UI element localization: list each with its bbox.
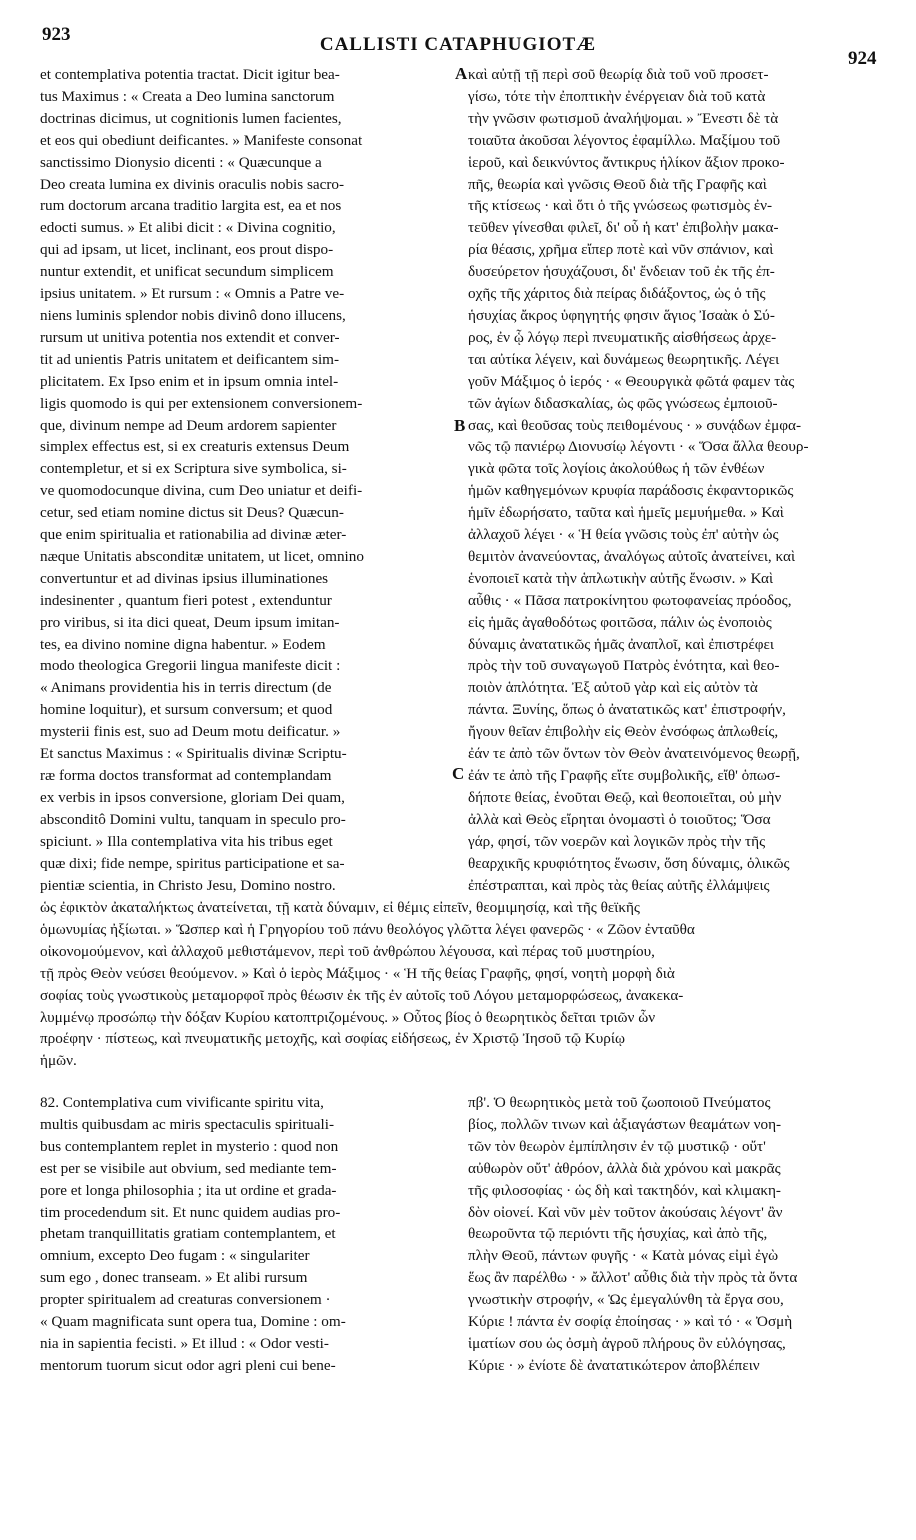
text-line: ἐάν τε ἀπὸ τῶν ὄντων τὸν Θεὸν ἀνατεινόμενος θεωρῇ, [468, 745, 800, 763]
text-line: προέφην · πίστεως, καὶ πνευματικῆς μετοχῆς, καὶ σοφίας εἰδήσεως, ἐν Χριστῷ Ἰησοῦ τῷ Κυρίῳ [40, 1030, 625, 1048]
text-line: τῆς κτίσεως · καὶ ὅτι ὁ τῆς γνώσεως φωτισμὸς ἐν- [468, 197, 773, 215]
text-line: homine loquitur), et sursum conversum; et quod [40, 701, 333, 719]
text-line: νῶς τῷ πανιέρῳ Διονυσίῳ λέγοντι · « Ὅσα ἄλλα θεουρ- [468, 438, 809, 456]
text-line: qui ad ipsam, ut licet, inclinant, eos prout dispo- [40, 241, 334, 259]
text-line: et eos qui obediunt deificantes. » Manifeste consonat [40, 131, 363, 149]
text-line: τὴν γνῶσιν φωτισμοῦ ἀναλήψομαι. » Ἔνεστι δὲ τὰ [468, 109, 779, 127]
full-width-greek-block [40, 897, 876, 1072]
text-line: cetur, sed etiam nomine dictus sit Deus? Quæcun- [40, 504, 344, 522]
text-line: est per se visibile aut obvium, sed mediante tem- [40, 1159, 337, 1177]
text-line: τῶν ἁγίων διδασκαλίας, ὡς φῶς γνώσεως ἐμποιοῦ- [468, 394, 778, 412]
text-line: rursum ut unitiva potentia nos extendit et conver- [40, 328, 340, 346]
upper-greek-column [468, 64, 876, 896]
text-line: Κύριε ! πάντα ἐν σοφίᾳ ἐποίησας · » καὶ τό · « Ὀσμὴ [468, 1313, 793, 1331]
text-line: θεωροῦντα τῷ περιόντι τῆς ἡσυχίας, καὶ ἀπὸ τῆς, [468, 1225, 768, 1243]
margin-marker-c: C [452, 764, 465, 783]
text-line: σας, καὶ θεοῦσας τοὺς πειθομένους · » συνᾴδων ἐμφα- [468, 416, 802, 434]
text-line: « Quam magnificata sunt opera tua, Domine : om- [40, 1313, 346, 1331]
text-line: ex verbis in ipsos conversione, gloriam Dei quam, [40, 788, 345, 806]
text-line: τοιαῦτα ἀκοῦσαι λέγοντος ἐφαμίλλω. Μαξίμου τοῦ [468, 131, 781, 149]
upper-latin-column [40, 64, 448, 896]
text-line: πβ'. Ὁ θεωρητικὸς μετὰ τοῦ ζωοποιοῦ Πνεύματος [468, 1094, 771, 1111]
lower-greek-column [468, 1092, 876, 1377]
text-line: θεαρχικῆς κρυφιότητος ἕνωσιν, ὅση δύναμις, ὁλικῶς [468, 854, 790, 872]
text-line: ποιὸν ἁπλότητα. Ἐξ αὐτοῦ γὰρ καὶ εἰς αὐτὸν τὰ [468, 679, 758, 697]
text-line: pientiæ scientia, in Christo Jesu, Domino nostro. [40, 876, 336, 894]
text-line: rum doctorum arcana traditio largita est, ea et nos [40, 197, 342, 215]
text-line: καὶ αὐτῇ τῇ περὶ σοῦ θεωρίᾳ διὰ τοῦ νοῦ προσετ- [468, 66, 769, 83]
text-line: τῇ πρὸς Θεὸν νεύσει θεούμενον. » Καὶ ὁ ἱερὸς Μάξιμος · « Ἡ τῆς θείας Γραφῆς, φησί, νοητὴ μορφὴ διὰ [40, 964, 675, 982]
text-line: pore et longa philosophia ; ita ut ordine et grada- [40, 1181, 337, 1199]
text-line: ἀλλαχοῦ λέγει · « Ἡ θεία γνῶσις τοὺς ἐπ' αὐτὴν ὡς [468, 526, 779, 544]
text-line: pro viribus, si ita dici queat, Deum ipsum imitan- [40, 613, 340, 631]
text-line: γνωστικὴν στροφήν, « Ὡς ἐμεγαλύνθη τὰ ἔργα σου, [468, 1291, 784, 1309]
text-line: tes, ea divino nomine digna habentur. » Eodem [40, 635, 326, 653]
text-line: δυσεύρετον ἡσυχάζουσι, δι' ἔνδειαν τοῦ ἐκ τῆς ἐπ- [468, 263, 775, 281]
text-line: « Animans providentia his in terris directum (de [40, 679, 332, 697]
text-line: niens luminis splendor nobis divinô dono illucens, [40, 306, 346, 324]
text-line: οχῆς τῆς χάριτος διὰ πείρας διδάξοντος, ὡς ὁ τῆς [468, 285, 766, 303]
text-line: δὸν οἰονεί. Καὶ νῦν μὲν τοῦτον ἀκούσαις λέγοντ' ἂν [468, 1203, 783, 1221]
text-line: ἀλλὰ καὶ Θεὸς εἴρηται ὀνομαστὶ ὁ τοιοῦτος; Ὅσα [468, 810, 771, 828]
text-line: Et sanctus Maximus : « Spiritualis divinæ Scriptu- [40, 745, 347, 763]
text-line: plicitatem. Ex Ipso enim et in ipsum omnia intel- [40, 372, 339, 390]
text-line: λυμμένῳ προσώπῳ τὴν δόξαν Κυρίου κατοπτριζομένους. » Οὗτος βίος ὁ θεωρητικὸς δεῖται τριῶν ὧν [40, 1008, 656, 1026]
text-line: modo theologica Gregorii lingua manifeste dicit : [40, 657, 341, 675]
text-line: γικὰ φῶτα τοῖς λογίοις ἀκολούθως ἡ τῶν ἐνθέων [468, 460, 765, 478]
text-line: que enim spiritualia et rationabilia ad divinæ æter- [40, 526, 347, 544]
right-page-number: 924 [848, 48, 877, 69]
text-line: contempletur, et si ex Scriptura sive symbolica, si- [40, 460, 347, 478]
text-line: πῆς, θεωρία καὶ γνῶσις Θεοῦ διὰ τῆς Γραφῆς καὶ [468, 175, 767, 193]
text-line: τεῦθεν γίνεσθαι φιλεῖ, δι' οὗ ἡ κατ' ἐπιβολὴν μακα- [468, 219, 779, 237]
text-line: indesinenter , quantum fieri potest , extenduntur [40, 591, 332, 609]
text-line: multis quibusdam ac miris spectaculis spirituali- [40, 1115, 334, 1133]
text-line: δήποτε θείας, ἑνοῦται Θεῷ, καὶ θεοποιεῖται, οὐ μὴν [468, 788, 782, 806]
text-line: 82. Contemplativa cum vivificante spiritu vita, [40, 1094, 324, 1111]
text-line: ipsius unitatem. » Et rursum : « Omnis a Patre ve- [40, 285, 345, 303]
text-line: γοῦν Μάξιμος ὁ ἱερός · « Θεουργικὰ φῶτά φαμεν τὰς [468, 372, 795, 390]
text-line: οἰκονομούμενον, καὶ ἀλλαχοῦ μεθιστάμενον, περὶ τοῦ ἀνθρώπου λέγουσα, καὶ πέρας τοῦ μυστηρίου, [40, 942, 655, 960]
text-line: ται αὐτίκα λέγειν, καὶ δυνάμεως θεωρητικῆς. Λέγει [468, 350, 780, 368]
text-line: Deo creata lumina ex divinis oraculis nobis sacro- [40, 175, 345, 193]
text-line: ρος, ἐν ᾧ λόγῳ περὶ πνευματικῆς αἰσθήσεως ἀρχε- [468, 328, 777, 346]
text-line: Κύριε · » ἐνίοτε δὲ ἀνατατικώτερον ἀποβλέπειν [468, 1356, 760, 1374]
text-line: πρὸς τὴν τοῦ συναγωγοῦ Πατρὸς ἑνότητα, καὶ θεο- [468, 657, 780, 675]
text-line: tit ad unientis Patris unitatem et deificantem sim- [40, 350, 340, 368]
margin-marker-a: A [455, 64, 468, 83]
text-line: quæ dixi; fide nempe, spiritus participatione et sa- [40, 854, 345, 872]
text-line: phetam tranquillitatis gratiam contemplantem, et [40, 1225, 336, 1243]
text-line: sanctissimo Dionysio dicenti : « Quæcunque a [40, 153, 322, 171]
text-line: γάρ, φησί, τῶν νοερῶν καὶ λογικῶν πρὸς τὴν τῆς [468, 832, 766, 850]
text-line: ἱματίων σου ὡς ὀσμὴ ἀγροῦ πλήρους ὃν εὐλόγησας, [468, 1334, 786, 1352]
text-line: ἑνοποιεῖ κατὰ τὴν ἁπλωτικὴν αὐτῆς ἕνωσιν. » Καὶ [468, 569, 774, 587]
text-line: ligis quomodo is qui per extensionem conversionem- [40, 394, 363, 412]
text-line: ἐπέστραπται, καὶ πρὸς τὰς θείας αὐτῆς ἐλλάμψεις [468, 876, 770, 894]
margin-marker-b: B [454, 416, 466, 435]
text-line: ἕως ἂν παρέλθω · » ἄλλοτ' αὖθις διὰ τὴν πρὸς τὰ ὄντα [468, 1269, 798, 1287]
text-line: propter spiritualem ad creaturas conversionem · [40, 1291, 331, 1309]
text-line: δύναμις ἀνατατικῶς ἡμᾶς ἀναπλοῖ, καὶ ἐπιστρέφει [468, 635, 774, 653]
text-line: ἡμῶν καθηγεμόνων κρυφία παράδοσις ἐκφαντορικῶς [468, 482, 794, 500]
text-line: ὁμωνυμίας ἠξίωται. » Ὥσπερ καὶ ἡ Γρηγορίου τοῦ πάνυ θεολόγος γλῶττα λέγει φανερῶς · « Ζῶον ἐνταῦθα [40, 920, 695, 938]
text-line: πάντα. Ξυνίης, ὅπως ὁ ἀνατατικῶς κατ' ἐπιστροφήν, [468, 701, 786, 719]
text-line: τῆς φιλοσοφίας · ὡς δὴ καὶ τακτηδόν, καὶ κλιμακη- [468, 1181, 781, 1199]
text-line: σοφίας τοὺς γνωστικοὺς μεταμορφοῖ πρὸς θέωσιν ἐκ τῆς ἐν αὐτοῖς τοῦ Λόγου μεταμορφώσεως, ἀνακεκα- [40, 986, 684, 1004]
lower-latin-column [40, 1092, 448, 1377]
text-line: ὡς ἐφικτὸν ἀκαταλήκτως ἀνατείνεται, τῇ κατὰ δύναμιν, εἰ θέμις εἰπεῖν, θεομιμησίᾳ, καὶ τῆς θεϊκῆς [40, 899, 640, 916]
text-line: mentorum tuorum sicut odor agri pleni cui bene- [40, 1356, 336, 1374]
text-line: doctrinas dicimus, ut cognitionis lumen facientes, [40, 109, 342, 127]
text-line: ἤγουν θεῖαν ἐπιβολὴν εἰς Θεὸν ἐνσόφως ἁπλωθείς, [468, 723, 779, 741]
text-line: omnium, excepto Deo fugam : « singulariter [40, 1247, 310, 1265]
text-line: γίσω, τότε τὴν ἐποπτικὴν ἐνέργειαν διὰ τοῦ κατὰ [468, 87, 766, 105]
text-line: ρία θέασις, χρῆμα εἴπερ ποτὲ καὶ νῦν σπάνιον, καὶ [468, 241, 774, 259]
text-line: et contemplativa potentia tractat. Dicit igitur bea- [40, 66, 340, 83]
left-page-number: 923 [42, 24, 71, 45]
text-line: ἡσυχίας ἄκρος ὑφηγητής φησιν ἅγιος Ἰσαὰκ ὁ Σύ- [468, 306, 775, 324]
text-line: nuntur extendit, et unificat secundum simplicem [40, 263, 334, 281]
text-line: εἰς ἡμᾶς ἀγαθοδότως φοιτῶσα, πάλιν ὡς ἑνοποιὸς [468, 613, 772, 631]
text-line: ἡμῶν. [40, 1052, 77, 1070]
text-line: edocti sumus. » Et alibi dicit : « Divina cognitio, [40, 219, 336, 237]
text-line: nia in sapientia fecisti. » Et illud : « Odor vesti- [40, 1334, 329, 1352]
text-line: bus contemplantem replet in mysterio : quod non [40, 1137, 339, 1155]
text-line: sum ego , donec transeam. » Et alibi rursum [40, 1269, 308, 1287]
text-line: πλὴν Θεοῦ, πάντων φυγῆς · « Κατὰ μόνας εἰμὶ ἐγὼ [468, 1247, 779, 1265]
text-line: αὐθωρὸν οὔτ' ἀθρόον, ἀλλὰ διὰ χρόνου καὶ μακρᾶς [468, 1159, 781, 1177]
text-line: βίος, πολλῶν τινων καὶ ἀξιαγάστων θεαμάτων νοη- [468, 1115, 782, 1133]
text-line: tim procedendum sit. Et nunc quidem audias pro- [40, 1203, 341, 1221]
text-line: que, divinum nempe ad Deum ardorem sapienter [40, 416, 337, 434]
text-line: absconditô Domini vultu, tanquam in speculo pro- [40, 810, 346, 828]
text-line: αὖθις · « Πᾶσα πατροκίνητου φωτοφανείας πρόοδος, [468, 591, 792, 609]
text-line: ve quomodocunque divina, cum Deo uniatur et deifi- [40, 482, 363, 500]
running-title: CALLISTI CATAPHUGIOTÆ [319, 34, 597, 55]
text-line: θεμιτὸν ἀνανεύοντας, ἀναλόγως αὐτοῖς ἀνατείνει, καὶ [468, 547, 796, 565]
text-line: convertuntur et ad divinas ipsius illuminationes [40, 569, 329, 587]
text-line: næque Unitatis absconditæ unitatem, ut licet, omnino [40, 547, 364, 565]
text-line: ἐάν τε ἀπὸ τῆς Γραφῆς εἴτε συμβολικῆς, εἴθ' ὁπωσ- [468, 767, 781, 784]
text-line: tus Maximus : « Creata a Deo lumina sanctorum [40, 87, 335, 105]
text-line: mysterii finis est, suo ad Deum motu deificatur. » [40, 723, 341, 741]
text-line: ἡμῖν ἐδωρήσατο, ταῦτα καὶ ἡμεῖς μεμυήμεθα. » Καὶ [468, 504, 784, 522]
text-line: ræ forma doctos transformat ad contemplandam [40, 767, 332, 784]
text-line: spiciunt. » Illa contemplativa vita his tribus eget [40, 832, 333, 850]
text-line: simplex effectus est, si ex creaturis extensus Deum [40, 438, 350, 456]
text-line: ἱεροῦ, καὶ δεικνύντος ἄντικρυς ἡλίκον ἄξιον προκο- [468, 153, 785, 171]
text-line: τῶν τὸν θεωρὸν ἐμπίπλησιν ἐν τῷ μυστικῷ · οὔτ' [468, 1137, 766, 1155]
